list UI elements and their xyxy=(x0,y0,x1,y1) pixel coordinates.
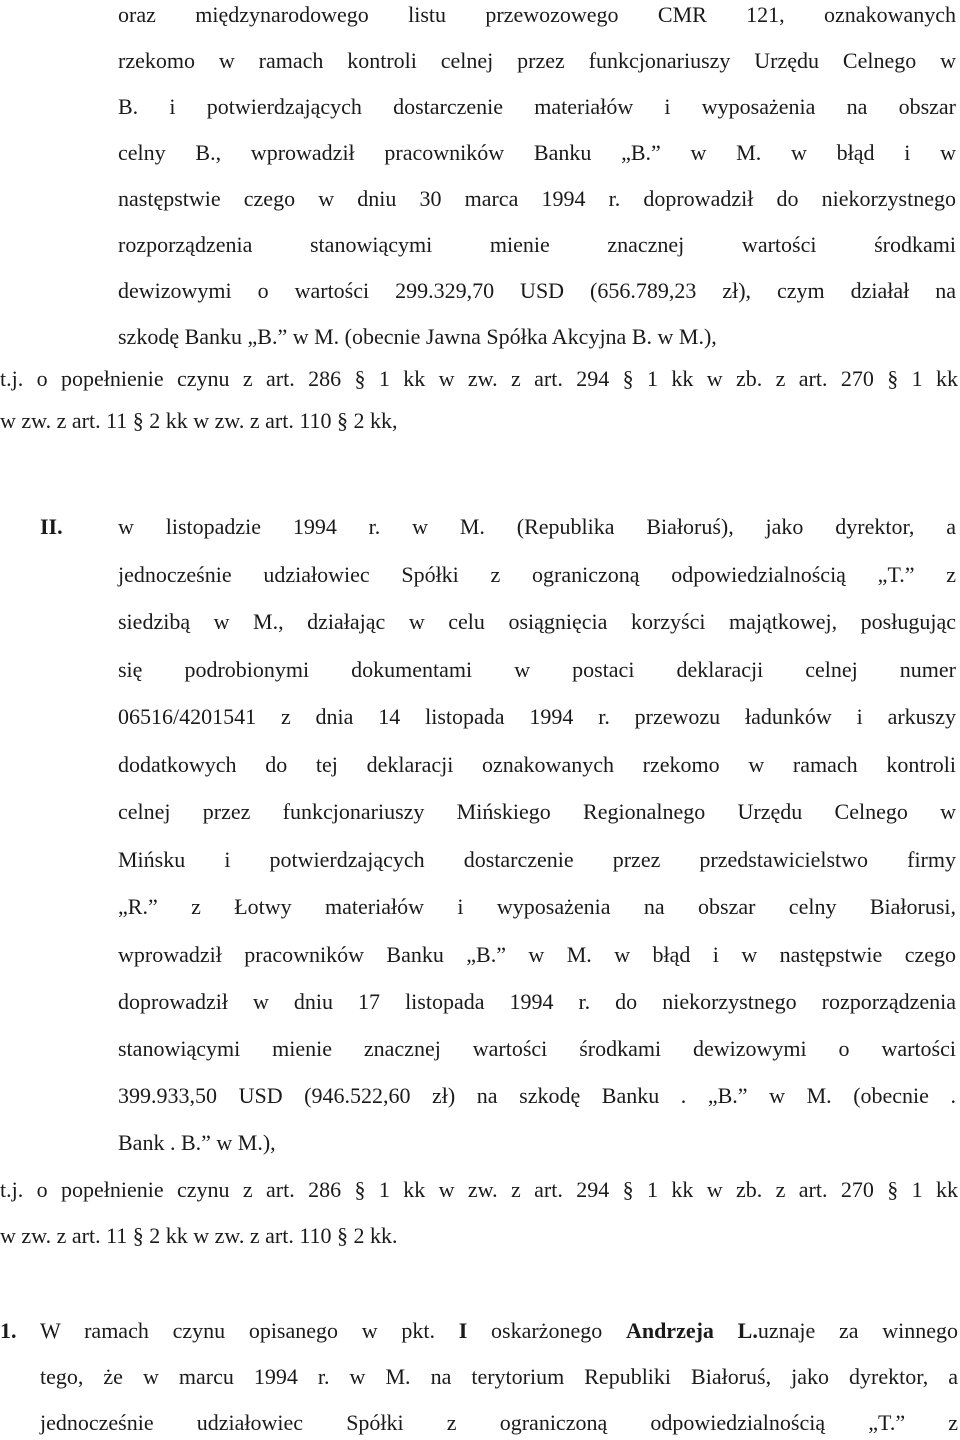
defendant-name: Andrzeja L. xyxy=(625,1318,758,1343)
paragraph-line: dewizowymi o wartości 299.329,70 USD (656.789,23 zł), czym działał na xyxy=(118,278,956,303)
verdict-line xyxy=(40,1316,958,1346)
paragraph-line: siedzibą w M., działając w celu osiągnięcia korzyści majątkowej, posługując xyxy=(118,609,956,634)
paragraph-line: Bank . B.” w M.), xyxy=(118,1130,276,1155)
paragraph-line: się podrobionymi dokumentami w postaci deklaracji celnej numer xyxy=(118,657,956,682)
verdict-text: oskarżonego xyxy=(467,1318,626,1343)
verdict-marker: 1. xyxy=(0,1318,17,1343)
verdict-line: jednocześnie udziałowiec Spółki z ograniczoną odpowiedzialnością „T.” z xyxy=(40,1410,958,1435)
paragraph-line: B. i potwierdzających dostarczenie materiałów i wyposażenia na obszar xyxy=(118,94,956,119)
paragraph-line: 399.933,50 USD (946.522,60 zł) na szkodę Banku . „B.” w M. (obecnie . xyxy=(118,1083,956,1108)
paragraph-line: szkodę Banku „B.” w M. (obecnie Jawna Spółka Akcyjna B. w M.), xyxy=(118,324,717,349)
paragraph-line: dodatkowych do tej deklaracji oznakowanych rzekomo w ramach kontroli xyxy=(118,752,956,777)
paragraph-line: rozporządzenia stanowiącymi mienie znacznej wartości środkami xyxy=(118,232,956,257)
paragraph-line: celny B., wprowadził pracowników Banku „B.” w M. w błąd i w xyxy=(118,140,956,165)
paragraph-line: oraz międzynarodowego listu przewozowego CMR 121, oznakowanych xyxy=(118,2,956,27)
paragraph-line: wprowadził pracowników Banku „B.” w M. w błąd i w następstwie czego xyxy=(118,942,956,967)
paragraph-line: „R.” z Łotwy materiałów i wyposażenia na obszar celny Białorusi, xyxy=(118,894,956,919)
verdict-point-ref: I xyxy=(458,1318,468,1343)
charge-line: t.j. o popełnienie czynu z art. 286 § 1 kk w zw. z art. 294 § 1 kk w zb. z art. 270 § 1 kk xyxy=(0,1177,958,1202)
paragraph-line: celnej przez funkcjonariuszy Mińskiego Regionalnego Urzędu Celnego w xyxy=(118,799,956,824)
charge-line: w zw. z art. 11 § 2 kk w zw. z art. 110 § 2 kk, xyxy=(0,408,398,433)
paragraph-line: następstwie czego w dniu 30 marca 1994 r. doprowadził do niekorzystnego xyxy=(118,186,956,211)
verdict-text: uznaje za winnego xyxy=(757,1318,959,1343)
paragraph-line: stanowiącymi mienie znacznej wartości środkami dewizowymi o wartości xyxy=(118,1036,956,1061)
charge-line: w zw. z art. 11 § 2 kk w zw. z art. 110 § 2 kk. xyxy=(0,1223,398,1248)
paragraph-line: jednocześnie udziałowiec Spółki z ograniczoną odpowiedzialnością „T.” z xyxy=(118,562,956,587)
paragraph-line: 06516/4201541 z dnia 14 listopada 1994 r. przewozu ładunków i arkuszy xyxy=(118,704,956,729)
section-marker: II. xyxy=(40,514,63,539)
charge-line: t.j. o popełnienie czynu z art. 286 § 1 kk w zw. z art. 294 § 1 kk w zb. z art. 270 § 1 kk xyxy=(0,366,958,391)
verdict-text: W ramach czynu opisanego w pkt. xyxy=(40,1318,459,1343)
verdict-line: tego, że w marcu 1994 r. w M. na terytorium Republiki Białoruś, jako dyrektor, a xyxy=(40,1364,958,1389)
paragraph-line: rzekomo w ramach kontroli celnej przez funkcjonariuszy Urzędu Celnego w xyxy=(118,48,956,73)
paragraph-line: Mińsku i potwierdzających dostarczenie przez przedstawicielstwo firmy xyxy=(118,847,956,872)
paragraph-line: w listopadzie 1994 r. w M. (Republika Białoruś), jako dyrektor, a xyxy=(118,514,956,539)
paragraph-line: doprowadził w dniu 17 listopada 1994 r. do niekorzystnego rozporządzenia xyxy=(118,989,956,1014)
